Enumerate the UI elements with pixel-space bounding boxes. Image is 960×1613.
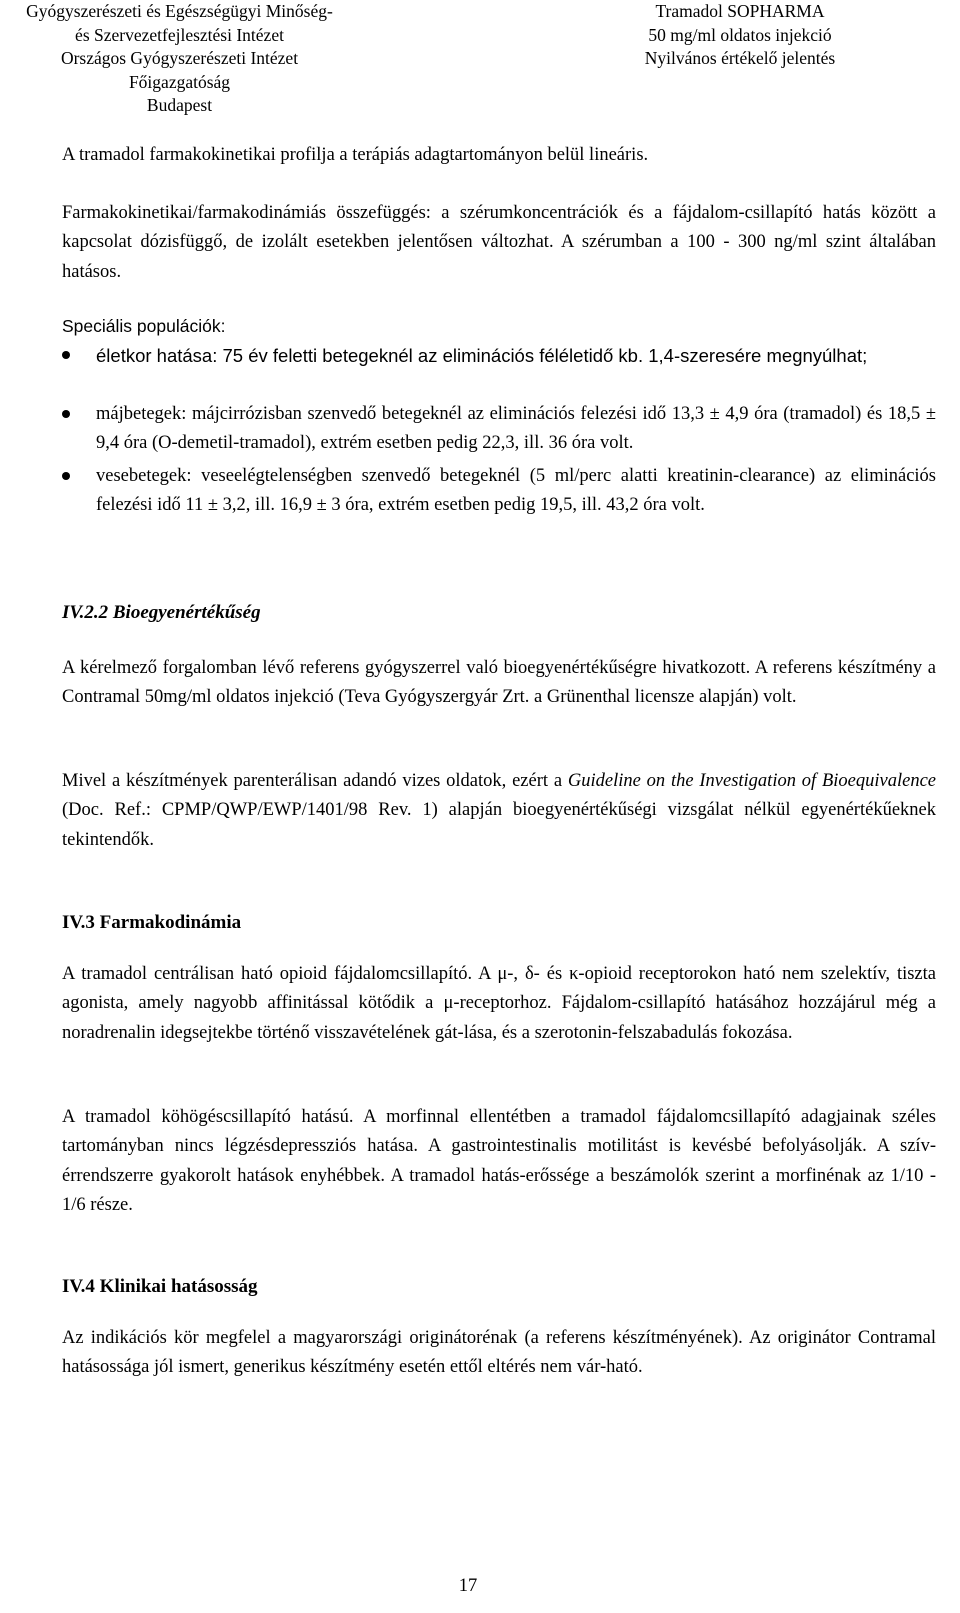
bullet-icon: [62, 351, 70, 359]
header-left: [2, 0, 357, 118]
list-item: [62, 400, 936, 459]
section-heading-bioequivalence: IV.2.2 Bioegyenértékűség: [62, 602, 261, 623]
bioequivalence-para-1-block: [62, 654, 936, 713]
section-heading-pharmacodynamics: IV.3 Farmakodinámia: [62, 912, 242, 933]
header-left-line: és Szervezetfejlesztési Intézet: [75, 24, 284, 45]
header-left-line: Országos Gyógyszerészeti Intézet: [60, 48, 299, 68]
pharmacodynamics-para-1-block: [62, 960, 936, 1048]
paragraph: A kérelmező forgalomban lévő referens gyógyszerrel való bioegyenértékűségre hivatkozott. A referens készítmény a Contramal 50mg/ml oldatos injekció (Teva Gyógyszergyár Zrt. a Grünenthal licensze alapján) volt.: [62, 658, 936, 708]
guideline-title: Guideline on the Investigation of Bioequivalence: [567, 771, 936, 791]
clinical-efficacy-para-block: [62, 1324, 936, 1383]
special-populations-list-2: [62, 400, 936, 520]
header-left-line: Budapest: [146, 95, 213, 115]
header-right: [610, 0, 870, 71]
para-linear-block: [62, 141, 936, 170]
list-item-text: májbetegek: májcirrózisban szenvedő betegeknél az eliminációs felezési idő 13,3 ± 4,9 óra (tramadol) és 18,5 ± 9,4 óra (O-demetil-tramadol), extrém esetben pedig 22,3, ill. 36 óra volt.: [96, 404, 936, 454]
header-left-line: Főigazgatóság: [128, 71, 231, 92]
list-item: [62, 462, 936, 521]
text-run: (Doc. Ref.: CPMP/QWP/EWP/1401/98 Rev. 1) alapján bioegyenértékűségi vizsgálat nélkül egyenértékűeknek tekintendők.: [62, 800, 936, 850]
bioequivalence-para-2-block: [62, 767, 936, 855]
header-right-line: Tramadol SOPHARMA: [655, 1, 825, 21]
special-populations-list: [62, 341, 936, 370]
paragraph: Az indikációs kör megfelel a magyarországi originátorénak (a referens készítményének). Az originátor Contramal hatásossága jól ismert, generikus készítmény esetén ettől eltérés nem vár-ható.: [62, 1328, 936, 1378]
list-item: [62, 341, 936, 370]
section-subtitle: Speciális populációk:: [62, 316, 226, 336]
bullet-icon: [62, 410, 70, 418]
header-left-line: Gyógyszerészeti és Egészségügyi Minőség-: [26, 1, 333, 21]
special-populations-title-block: [62, 312, 936, 341]
para-pkpd-block: [62, 199, 936, 287]
pharmacodynamics-para-2-block: [62, 1103, 936, 1220]
page-number: 17: [458, 1576, 478, 1596]
header-right-line: 50 mg/ml oldatos injekció: [648, 24, 832, 45]
list-item-text: vesebetegek: veseelégtelenségben szenvedő betegeknél (5 ml/perc alatti kreatinin-clearance) az eliminációs felezési idő 11 ± 3,2, ill. 16,9 ± 3 óra, extrém esetben pedig 19,5, ill. 43,2 óra volt.: [96, 465, 936, 515]
section-heading-clinical-efficacy: IV.4 Klinikai hatásosság: [62, 1276, 258, 1297]
text-run: Mivel a készítmények parenterálisan adandó vizes oldatok, ezért a: [62, 771, 568, 791]
list-item-text: életkor hatása: 75 év feletti betegeknél az eliminációs féléletidő kb. 1,4-szeresére megnyúlhat;: [96, 345, 868, 366]
paragraph: Farmakokinetikai/farmakodinámiás összefüggés: a szérumkoncentrációk és a fájdalom-csillapító hatás között a kapcsolat dózisfüggő, de izolált esetekben jelentősen változhat. A szérumban a 100 - 300 ng/ml szint általában hatásos.: [62, 203, 936, 282]
bullet-icon: [62, 472, 70, 480]
paragraph: A tramadol köhögéscsillapító hatású. A morfinnal ellentétben a tramadol fájdalomcsillapító adagjainak széles tartományban nincs légzésdepressziós hatása. A gastrointestinalis motilitást is kevésbé befolyásolják. A szív-érrendszerre gyakorolt hatások enyhébbek. A tramadol hatás-erőssége a beszámolók szerint a morfinénak az 1/10 - 1/6 része.: [62, 1107, 936, 1215]
header-right-line: Nyilvános értékelő jelentés: [644, 48, 836, 68]
paragraph: [62, 767, 936, 855]
paragraph: A tramadol farmakokinetikai profilja a terápiás adagtartományon belül lineáris.: [62, 145, 649, 165]
paragraph: A tramadol centrálisan ható opioid fájdalomcsillapító. A μ-, δ- és κ-opioid receptorokon ható nem szelektív, tiszta agonista, amely nagyobb affinitással kötődik a μ-receptorhoz. Fájdalom-csillapító hatásához hozzájárul még a noradrenalin idegsejtekbe történő visszavételének gát-lása, és a szerotonin-felszabadulás fokozása.: [62, 964, 936, 1043]
